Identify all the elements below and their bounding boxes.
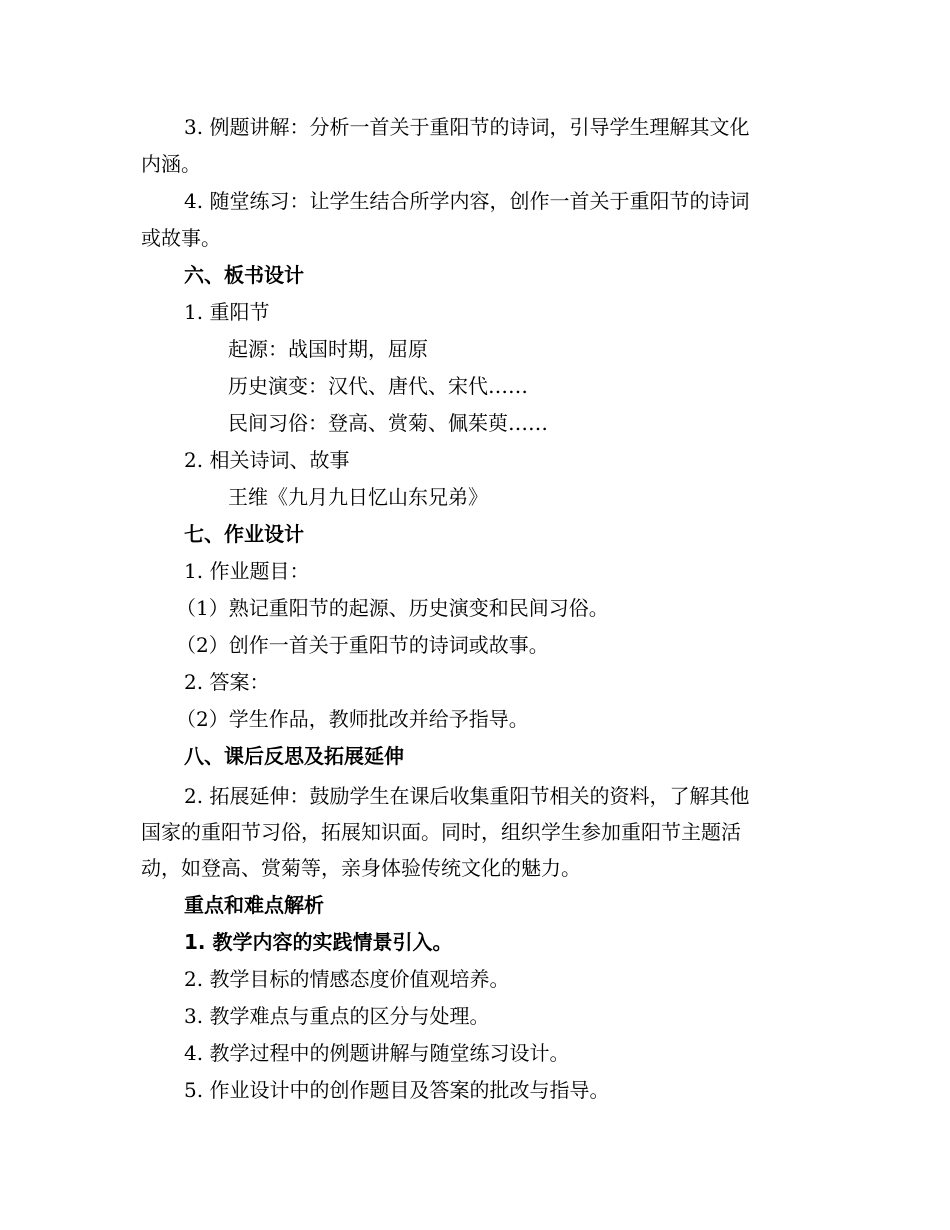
paragraph-example-line2: 内涵。: [141, 152, 201, 176]
board-item-2: 2. 相关诗词、故事: [184, 448, 350, 472]
heading-homework: 七、作业设计: [184, 522, 304, 546]
paragraph-practice-line1: 4. 随堂练习：让学生结合所学内容，创作一首关于重阳节的诗词: [184, 189, 750, 213]
key-point-4: 4. 教学过程中的例题讲解与随堂练习设计。: [184, 1041, 570, 1065]
board-origin: 起源：战国时期，屈原: [228, 337, 428, 361]
heading-board-design: 六、板书设计: [184, 263, 304, 287]
board-customs: 民间习俗：登高、赏菊、佩茱萸……: [228, 411, 548, 435]
board-item-1: 1. 重阳节: [184, 300, 270, 324]
heading-reflection: 八、课后反思及拓展延伸: [184, 744, 404, 768]
extension-line1: 2. 拓展延伸：鼓励学生在课后收集重阳节相关的资料，了解其他: [184, 784, 750, 808]
homework-sub-2: （2）创作一首关于重阳节的诗词或故事。: [176, 633, 549, 657]
key-point-1: 1. 教学内容的实践情景引入。: [184, 930, 453, 954]
homework-item-2: 2. 答案：: [184, 670, 270, 694]
homework-sub-1: （1）熟记重阳节的起源、历史演变和民间习俗。: [176, 596, 609, 620]
extension-line3: 动，如登高、赏菊等，亲身体验传统文化的魅力。: [141, 856, 581, 880]
key-point-2: 2. 教学目标的情感态度价值观培养。: [184, 967, 510, 991]
extension-line2: 国家的重阳节习俗，拓展知识面。同时，组织学生参加重阳节主题活: [141, 820, 741, 844]
homework-answer-2: （2）学生作品，教师批改并给予指导。: [176, 707, 529, 731]
board-poem: 王维《九月九日忆山东兄弟》: [228, 485, 488, 509]
paragraph-example-line1: 3. 例题讲解：分析一首关于重阳节的诗词，引导学生理解其文化: [184, 115, 750, 139]
key-point-3: 3. 教学难点与重点的区分与处理。: [184, 1004, 490, 1028]
board-history: 历史演变：汉代、唐代、宋代……: [228, 374, 528, 398]
paragraph-practice-line2: 或故事。: [141, 226, 221, 250]
key-point-5: 5. 作业设计中的创作题目及答案的批改与指导。: [184, 1078, 610, 1102]
heading-key-points: 重点和难点解析: [184, 893, 324, 917]
homework-item-1: 1. 作业题目：: [184, 559, 310, 583]
